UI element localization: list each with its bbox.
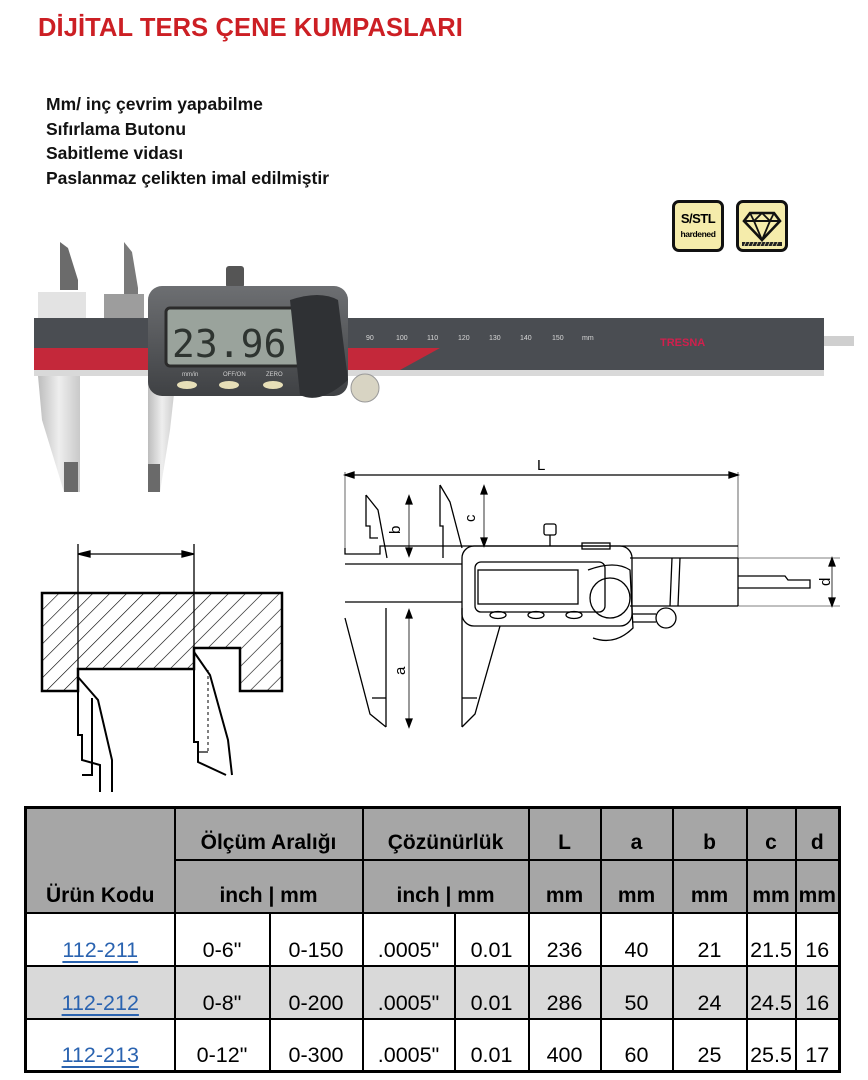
range-mm: 0-150 [270,913,363,966]
unit-b: mm [673,860,747,913]
value-L: 286 [529,966,601,1019]
header-b: b [673,808,747,860]
range-mm: 0-300 [270,1019,363,1072]
range-inch: 0-6" [175,913,270,966]
label-b: b [387,525,404,534]
unit-c: mm [747,860,796,913]
badge-line1: S/STL [680,211,716,226]
unit-L: mm [529,860,601,913]
value-c: 24.5 [747,966,796,1019]
range-inch: 0-8" [175,966,270,1019]
resolution-inch: .0005" [363,966,455,1019]
svg-text:120: 120 [458,335,470,342]
value-a: 60 [601,1019,673,1072]
value-L: 236 [529,913,601,966]
value-b: 25 [673,1019,747,1072]
header-d: d [796,808,840,860]
table-row [26,966,840,1019]
header-product-code: Ürün Kodu [26,808,175,913]
resolution-mm: 0.01 [455,966,529,1019]
value-d: 16 [796,966,840,1019]
brand-logo: TRESNA [660,337,706,349]
header-L: L [529,808,601,860]
resolution-mm: 0.01 [455,1019,529,1072]
unit-range: inch | mm [175,860,363,913]
header-c: c [747,808,796,860]
badge-line2: hardened [680,229,716,239]
svg-text:mm: mm [582,335,594,342]
label-a: a [392,666,409,675]
feature-list [46,92,329,190]
dimension-drawing [330,450,860,750]
label-c: c [462,514,479,522]
svg-text:90: 90 [366,335,374,342]
product-code-link[interactable]: 112-213 [61,1043,139,1067]
unit-resolution: inch | mm [363,860,529,913]
header-range: Ölçüm Aralığı [175,808,363,860]
value-a: 50 [601,966,673,1019]
value-b: 21 [673,913,747,966]
svg-text:110: 110 [427,335,439,342]
svg-text:130: 130 [489,335,501,342]
table-row [26,913,840,966]
feature-item: Sıfırlama Butonu [46,118,187,139]
reverse-jaw-section-drawing [20,530,300,800]
value-b: 24 [673,966,747,1019]
resolution-inch: .0005" [363,913,455,966]
lcd-reading: 23.96 [172,322,287,366]
feature-item: Paslanmaz çelikten imal edilmiştir [46,167,330,188]
svg-text:OFF/ON: OFF/ON [223,372,246,378]
value-c: 25.5 [747,1019,796,1072]
svg-text:100: 100 [396,335,408,342]
label-L: L [537,457,546,474]
range-inch: 0-12" [175,1019,270,1072]
value-d: 17 [796,1019,840,1072]
feature-item: Sabitleme vidası [46,143,184,163]
product-code-link[interactable]: 112-211 [62,937,139,962]
table-row [26,1019,840,1072]
value-a: 40 [601,913,673,966]
svg-text:140: 140 [520,335,532,342]
header-resolution: Çözünürlük [363,808,529,860]
page-title: DİJİTAL TERS ÇENE KUMPASLARI [38,14,463,42]
unit-d: mm [796,860,840,913]
svg-text:150: 150 [552,335,564,342]
value-c: 21.5 [747,913,796,966]
range-mm: 0-200 [270,966,363,1019]
value-d: 16 [796,913,840,966]
feature-item: Mm/ inç çevrim yapabilme [46,94,263,114]
svg-text:ZERO: ZERO [266,372,283,378]
value-L: 400 [529,1019,601,1072]
resolution-inch: .0005" [363,1019,455,1072]
unit-a: mm [601,860,673,913]
spec-table [24,806,841,1073]
label-d: d [817,577,834,586]
header-row-1 [26,808,840,860]
svg-text:mm/in: mm/in [182,372,199,378]
header-a: a [601,808,673,860]
resolution-mm: 0.01 [455,913,529,966]
product-code-link[interactable]: 112-212 [61,990,139,1015]
